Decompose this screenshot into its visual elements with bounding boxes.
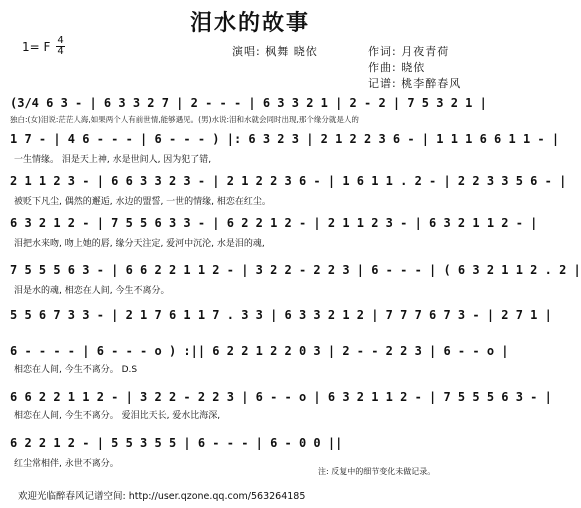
- score-line-1: (3/4 6 3 - | 6 3 3 2 7 | 2 - - - | 6 3 3 2 1 | 2 - 2 | 7 5 3 2 1 |: [10, 96, 487, 110]
- lyric-line-2: 一生情缘。 泪是天上神, 水是世间人, 因为犯了错,: [14, 155, 212, 165]
- score-line-9: 6 2 2 1 2 - | 5 5 3 5 5 | 6 - - - | 6 - 0 0 ||: [10, 436, 343, 450]
- singers-credit: 演唱: 枫舞 晓依: [232, 45, 318, 58]
- notator-credit: 记谱: 桃李醉春风: [368, 77, 462, 90]
- score-line-8: 6 6 2 2 1 1 2 - | 3 2 2 - 2 2 3 | 6 - - o | 6 3 2 1 1 2 - | 7 5 5 5 6 3 - |: [10, 390, 552, 404]
- lyric-line-3: 被贬下凡尘, 偶然的邂逅, 水边的盟誓, 一世的情缘, 相恋在红尘。: [14, 197, 271, 207]
- meter-bottom: 4: [57, 46, 64, 57]
- key-signature: 1= F: [22, 40, 51, 54]
- page-title: 泪水的故事: [189, 10, 310, 36]
- meter-top: 4: [57, 35, 64, 46]
- score-line-6: 5 5 6 7 3 3 - | 2 1 7 6 1 1 7 . 3 3 | 6 3 3 2 1 2 | 7 7 7 6 7 3 - | 2 7 1 |: [10, 308, 552, 322]
- footer-link-text: 欢迎光临醉春风记谱空间: http://user.qzone.qq.com/563264185: [18, 491, 306, 502]
- lyric-line-8: 相恋在人间, 今生不离分。 爱泪比天长, 爱水比海深,: [14, 411, 221, 421]
- narration-line: 独白:(女)泪说:茫茫人海,如果两个人有前世情,能够遇见。(男)水说:泪和水就会同时出现,那个缘分就是人的: [10, 115, 359, 124]
- footnote: 注: 反复中的细节变化未做记录。: [318, 467, 436, 476]
- lyricist-credit: 作词: 月夜青荷: [368, 45, 450, 58]
- score-line-3: 2 1 1 2 3 - | 6 6 3 3 2 3 - | 2 1 2 2 3 6 - | 1 6 1 1 . 2 - | 2 2 3 3 5 6 - |: [10, 174, 567, 188]
- score-line-4: 6 3 2 1 2 - | 7 5 5 6 3 3 - | 6 2 2 1 2 - | 2 1 1 2 3 - | 6 3 2 1 1 2 - |: [10, 216, 538, 230]
- lyric-line-5: 泪是水的魂, 相恋在人间, 今生不离分。: [14, 286, 170, 296]
- composer-credit: 作曲: 晓依: [368, 61, 426, 74]
- score-line-7: 6 - - - - | 6 - - - o ) :|| 6 2 2 1 2 2 0 3 | 2 - - 2 2 3 | 6 - - o |: [10, 344, 509, 358]
- lyric-line-4: 泪把水来吻, 吻上她的唇, 缘分天注定, 爱河中沉沦, 水是泪的魂,: [14, 239, 265, 249]
- score-line-2: 1 7 - | 4 6 - - - | 6 - - - ) |: 6 3 2 3 | 2 1 2 2 3 6 - | 1 1 1 6 6 1 1 - |: [10, 132, 560, 146]
- score-line-5: 7 5 5 5 6 3 - | 6 6 2 2 1 1 2 - | 3 2 2 - 2 2 3 | 6 - - - | ( 6 3 2 1 1 2 . 2 |: [10, 263, 581, 277]
- lyric-line-9: 红尘常相伴, 永世不离分。: [14, 459, 119, 469]
- lyric-line-7: 相恋在人间, 今生不离分。 D.S: [14, 365, 138, 375]
- time-signature: [56, 36, 65, 57]
